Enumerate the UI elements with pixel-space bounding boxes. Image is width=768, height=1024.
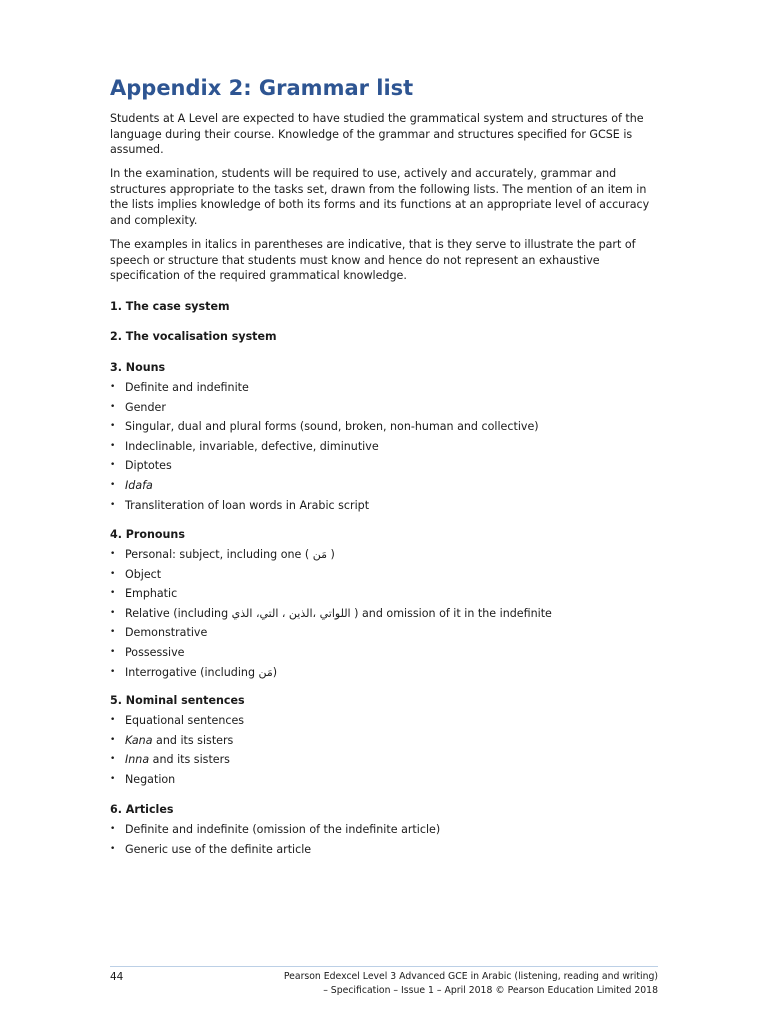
list-item: • Emphatic [110, 584, 670, 604]
bullet-icon: • [110, 421, 116, 432]
bullet-icon: • [110, 754, 116, 765]
bullet-icon: • [110, 607, 116, 618]
list-item: • Transliteration of loan words in Arabic script [110, 496, 670, 516]
bullet-icon: • [110, 401, 116, 412]
bullet-icon: • [110, 440, 116, 451]
articles-list [110, 820, 670, 859]
arabic-text: اللواتي ،الذين ، التي، الذي [231, 606, 351, 620]
list-item: • Definite and indefinite [110, 378, 670, 398]
bullet-icon: • [110, 499, 116, 510]
list-item: • Demonstrative [110, 623, 670, 643]
list-item: • Inna and its sisters [110, 750, 670, 770]
bullet-icon: • [110, 734, 116, 745]
list-item: • Gender [110, 398, 670, 418]
section-heading-vocalisation-system: 2. The vocalisation system [110, 330, 277, 343]
bullet-icon: • [110, 646, 116, 657]
list-item: • Personal: subject, including one ( مَن ) [110, 545, 670, 565]
list-item: • Relative (including اللواتي ،الذين ، التي، الذي ) and omission of it in the indefinite [110, 604, 670, 624]
section-heading-nouns: 3. Nouns [110, 361, 166, 374]
page-number: 44 [110, 971, 124, 983]
bullet-icon: • [110, 479, 116, 490]
list-item: • Idafa [110, 476, 670, 496]
footer-citation [284, 970, 658, 998]
arabic-text: مَن [312, 548, 328, 561]
bullet-icon: • [110, 588, 116, 599]
list-item: • Negation [110, 770, 670, 790]
nominal-sentences-list [110, 711, 670, 789]
list-item: • Kana and its sisters [110, 731, 670, 751]
bullet-icon: • [110, 773, 116, 784]
arabic-text: مَن [258, 665, 273, 679]
page-title: Appendix 2: Grammar list [110, 76, 414, 100]
bullet-icon: • [110, 843, 116, 854]
section-heading-pronouns: 4. Pronouns [110, 528, 185, 541]
list-item: • Possessive [110, 643, 670, 663]
footer-line-1: Pearson Edexcel Level 3 Advanced GCE in Arabic (listening, reading and writing) [283, 971, 658, 982]
intro-paragraph-2: In the examination, students will be required to use, actively and accurately, grammar and structures appropriate to the tasks set, drawn from the following lists. The mention of an item in the lists implies knowledge of both its forms and its functions at an appropriate level of accuracy and complexity. [110, 167, 650, 227]
bullet-icon: • [110, 460, 116, 471]
bullet-icon: • [110, 715, 116, 725]
bullet-icon: • [110, 382, 116, 392]
section-heading-nominal-sentences: 5. Nominal sentences [110, 694, 245, 707]
intro-paragraph-3: The examples in italics in parentheses are indicative, that is they serve to illustrate the part of speech or structure that students must know and hence do not represent an exhaustive specification of the required grammatical knowledge. [110, 238, 636, 283]
section-heading-articles: 6. Articles [110, 803, 174, 816]
list-item: • Indeclinable, invariable, defective, diminutive [110, 437, 670, 457]
section-heading-case-system: 1. The case system [110, 300, 230, 313]
list-item: • Diptotes [110, 456, 670, 476]
bullet-icon: • [110, 627, 116, 638]
list-item: • Singular, dual and plural forms (sound, broken, non-human and collective) [110, 417, 670, 437]
bullet-icon: • [110, 666, 116, 677]
list-item: • Equational sentences [110, 711, 670, 731]
list-item: • Interrogative (including مَن) [110, 663, 670, 683]
nouns-list [110, 378, 670, 515]
list-item: • Definite and indefinite (omission of the indefinite article) [110, 820, 670, 840]
bullet-icon: • [110, 568, 116, 579]
footer-divider [110, 966, 658, 967]
intro-paragraph-1: Students at A Level are expected to have studied the grammatical system and structures of the language during their course. Knowledge of the grammar and structures specified for GCSE is assumed. [110, 112, 644, 157]
list-item: • Object [110, 565, 670, 585]
bullet-icon: • [110, 549, 116, 559]
bullet-icon: • [110, 824, 116, 834]
footer-line-2: – Specification – Issue 1 – April 2018 © Pearson Education Limited 2018 [323, 985, 658, 996]
list-item: • Generic use of the definite article [110, 840, 670, 860]
pronouns-list [110, 545, 670, 682]
